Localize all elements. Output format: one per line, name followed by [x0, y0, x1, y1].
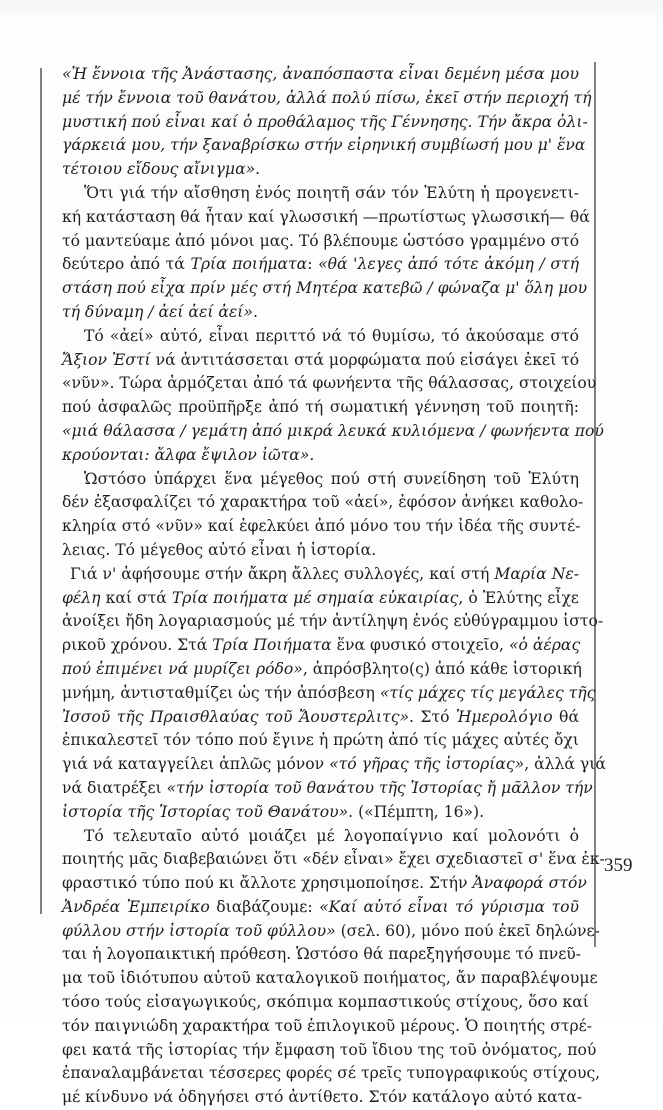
text-line — [62, 87, 592, 111]
text-line — [62, 396, 579, 420]
text-line — [62, 349, 579, 373]
text-segment: νά ἀντιτάσσεται στά μορφώματα πού εἰσάγει ἐκεῖ τό — [150, 350, 580, 369]
text-line — [62, 1015, 592, 1039]
text-line — [62, 301, 579, 325]
italic-text-segment: Ἄξιον Ἐστί — [62, 350, 151, 369]
text-line — [62, 777, 593, 801]
italic-text-segment: ἱστορία τῆς Ἱστορίας τοῦ Θανάτου» — [62, 802, 349, 821]
left-margin-rule — [40, 68, 42, 914]
text-segment: : — [307, 255, 319, 274]
text-line — [62, 706, 579, 730]
italic-text-segment: Τρία ποιήματα μέ σημαία εὐκαιρίας — [171, 588, 459, 607]
text-line — [62, 206, 590, 230]
italic-text-segment: γάρκειά μου, τήν ξαναβρίσκω στήν εἰρηνική συμβίωσή μου μ' ἕνα — [62, 136, 586, 155]
italic-text-segment: Ἡμερολόγιο — [455, 707, 553, 726]
text-line — [62, 182, 579, 206]
text-segment: φραστικό τύπο πού κι ἄλλοτε χρησιμοποίησε. Στήν — [62, 874, 473, 893]
text-segment: φει κατά τῆς ἱστορίας τήν ἔμφαση τοῦ ἴδιου της τοῦ ὀνόματος, πού — [62, 1040, 597, 1059]
text-line — [62, 587, 579, 611]
text-segment: ἀνοίξει ἤδη λογαριασμούς μέ τήν ἀντίληψη ἑνός εὐθύγραμμου ἱστο- — [62, 612, 604, 631]
text-line — [62, 801, 579, 825]
text-segment: ἐπικαλεστεῖ τόν τόπο πού ἔγινε ἡ πρώτη ἀπό τίς μάχες αὐτές ὄχι — [62, 731, 579, 750]
text-segment: , ἀπρόσβλητο(ς) ἀπό κάθε ἱστορική — [302, 659, 582, 678]
italic-text-segment: «τήν ἱστορία τοῦ θανάτου τῆς Ἱστορίας ἤ μᾶλλον τήν — [166, 778, 593, 797]
text-segment: Ὅτι γιά τήν αἴσθηση ἑνός ποιητῆ σάν τόν Ἐλύτη ἡ προγενετι- — [84, 183, 579, 202]
text-line — [62, 420, 604, 444]
italic-text-segment: Τρία ποιήματα — [190, 255, 308, 274]
italic-text-segment: Τρία Ποιήματα — [212, 636, 332, 655]
italic-text-segment: Μαρία Νε- — [494, 564, 579, 583]
text-line — [62, 515, 579, 539]
text-segment: λειας. Τό μέγεθος αὐτό εἶναι ἡ ἱστορία. — [62, 540, 377, 559]
italic-text-segment: Ἰσσοῦ τῆς Πραισθλαύας τοῦ Ἄουστερλιτς» — [62, 707, 409, 726]
page-number: 359 — [604, 855, 633, 876]
text-segment: «νῦν». Τώρα ἁρμόζεται ἀπό τά φωνήεντα τῆς θάλασσας, στοιχείου — [62, 374, 597, 393]
text-line — [62, 634, 579, 658]
text-segment: Τό τελευταῖο αὐτό μοιάζει μέ λογοπαίγνιο καί μολονότι ὁ — [84, 826, 579, 845]
text-line — [62, 872, 587, 896]
italic-text-segment: «ὁ ἀέρας — [508, 636, 581, 655]
italic-text-segment: Ἀναφορά στόν — [472, 874, 587, 893]
text-line — [62, 967, 598, 991]
text-segment: γιά νά καταγγείλει ἁπλῶς μόνον — [62, 755, 330, 774]
text-line — [62, 253, 579, 277]
text-segment: καί στά — [100, 588, 172, 607]
text-line — [62, 539, 579, 563]
italic-text-segment: πού ἐπιμένει νά μυρίζει ρόδο» — [62, 659, 303, 678]
text-segment: Γιά ν' ἀφήσουμε στήν ἄκρη ἄλλες συλλογές, καί στή — [70, 564, 495, 583]
text-line — [62, 325, 579, 349]
italic-text-segment: τέτοιου εἴδους αἴνιγμα». — [62, 160, 261, 179]
italic-text-segment: στάση πού εἶχα πρίν μές στή Μητέρα κατεβῶ / φώναζα μ' ὅλη μου — [62, 279, 588, 298]
text-line — [62, 943, 582, 967]
italic-text-segment: «μιά θάλασσα / γεμάτη ἀπό μικρά λευκά κυλιόμενα / φωνήεντα πού — [62, 421, 604, 440]
text-segment: . Στό — [409, 707, 456, 726]
text-line — [62, 230, 579, 254]
text-segment: ρικοῦ χρόνου. Στά — [62, 636, 213, 655]
italic-text-segment: «τίς μάχες τίς μεγάλες τῆς — [379, 683, 596, 702]
italic-text-segment: «τό γῆρας τῆς ἱστορίας» — [329, 755, 525, 774]
italic-text-segment: μέ τήν ἔννοια τοῦ θανάτου, ἀλλά πολύ πίσω, ἐκεῖ στήν περιοχή τή — [62, 88, 592, 107]
italic-text-segment: φέλη — [62, 588, 101, 607]
text-segment: νά διατρέξει — [62, 778, 167, 797]
text-line — [62, 111, 588, 135]
italic-text-segment: κρούονται: ἄλφα ἔψιλον ἰῶτα». — [62, 445, 315, 464]
text-segment: , ὁ Ἐλύτης εἶχε — [458, 588, 579, 607]
text-line — [62, 1086, 583, 1110]
text-line — [62, 610, 604, 634]
text-line — [62, 444, 579, 468]
italic-text-segment: «θά 'λεγες ἀπό τότε ἀκόμη / στή — [318, 255, 579, 274]
text-line — [62, 1062, 601, 1086]
italic-text-segment: Ἀνδρέα Ἐμπειρίκο — [62, 897, 210, 916]
italic-text-segment: μυστική πού εἶναι καί ὁ προθάλαμος τῆς Γέννησης. Τήν ἄκρα ὀλι- — [62, 112, 588, 131]
text-line — [62, 1039, 597, 1063]
text-line — [62, 277, 588, 301]
text-segment: θά — [552, 707, 579, 726]
text-segment: μέ κίνδυνο νά ὁδηγήσει στό ἀντίθετο. Στόν κατάλογο αὐτό κατα- — [62, 1088, 583, 1107]
text-segment: κή κατάσταση θά ἦταν καί γλωσσική —πρωτίστως γλωσσική— θά — [62, 207, 590, 226]
scan-top-shadow — [0, 0, 663, 20]
text-line — [62, 991, 589, 1015]
text-segment: Τό «ἀεί» αὐτό, εἶναι περιττό νά τό θυμίσω, τό ἀκούσαμε στό — [84, 326, 579, 345]
text-line — [62, 134, 586, 158]
text-segment: ἐπαναλαμβάνεται τέσσερες φορές σέ τρεῖς τυπογραφικούς στίχους, — [62, 1064, 601, 1083]
text-line — [62, 491, 584, 515]
text-line — [62, 682, 596, 706]
text-segment: , ἀλλά γιά — [524, 755, 606, 774]
text-segment: (σελ. 60), μόνο πού ἐκεῖ δηλώνε- — [335, 921, 600, 940]
text-line — [62, 825, 579, 849]
italic-text-segment: τή δύναμη / ἀεί ἀεί ἀεί». — [62, 302, 258, 321]
text-line — [62, 658, 582, 682]
text-segment: ἕνα φυσικό στοιχεῖο, — [331, 636, 509, 655]
text-line — [62, 848, 605, 872]
italic-text-segment: φύλλου στήν ἱστορία τοῦ φύλλου» — [62, 921, 336, 940]
text-line — [62, 563, 579, 587]
text-segment: τόν παιγνιώδη χαρακτήρα τοῦ ἐπιλογικοῦ μέρους. Ὁ ποιητής στρέ- — [62, 1016, 592, 1035]
text-line — [62, 158, 579, 182]
text-line — [62, 468, 579, 492]
text-line — [62, 920, 600, 944]
text-line — [62, 63, 579, 87]
text-segment: τόσο τούς εἰσαγωγικούς, σκόπιμα κομπαστικούς στίχους, ὅσο καί — [62, 993, 589, 1012]
text-line — [62, 896, 579, 920]
text-segment: μα τοῦ ἰδιότυπου αὐτοῦ καταλογικοῦ ποιήματος, ἄν παραβλέψουμε — [62, 969, 598, 988]
text-segment: δεύτερο ἀπό τά — [62, 255, 191, 274]
text-segment: ποιητής μᾶς διαβεβαιώνει ὅτι «δέν εἶναι» ἔχει σχεδιαστεῖ σ' ἕνα ἐκ- — [62, 850, 605, 869]
text-segment: μνήμη, ἀντισταθμίζει ὡς τήν ἀπόσβεση — [62, 683, 380, 702]
italic-text-segment: «Καί αὐτό εἶναι τό γύρισμα τοῦ — [319, 897, 580, 916]
italic-text-segment: «Ἡ ἔννοια τῆς Ἀνάστασης, ἀναπόσπαστα εἶναι δεμένη μέσα μου — [62, 65, 579, 83]
text-line — [62, 753, 606, 777]
text-segment: δέν ἐξασφαλίζει τό χαρακτήρα τοῦ «ἀεί», ἐφόσον ἀνήκει καθολο- — [62, 493, 584, 512]
text-segment: πού ἀσφαλῶς προϋπῆρξε ἀπό τή σωματική γέννηση τοῦ ποιητῆ: — [62, 398, 579, 417]
text-line — [62, 729, 579, 753]
text-segment: ται ἡ λογοπαικτική πρόθεση. Ὡστόσο θά παρεξηγήσουμε τό πνεῦ- — [62, 945, 582, 964]
text-segment: κληρία στό «νῦν» καί ἐφελκύει ἀπό μόνο του τήν ἰδέα τῆς συντέ- — [62, 517, 581, 536]
right-margin-rule — [594, 62, 596, 947]
body-text — [62, 63, 606, 1110]
text-segment: . («Πέμπτη, 16»). — [348, 802, 485, 821]
text-line — [62, 372, 597, 396]
text-segment: τό μαντεύαμε ἀπό μόνοι μας. Τό βλέπουμε ὡστόσο γραμμένο στό — [62, 231, 580, 250]
text-segment: διαβάζουμε: — [209, 897, 320, 916]
text-segment: Ὡστόσο ὑπάρχει ἕνα μέγεθος πού στή συνείδηση τοῦ Ἐλύτη — [84, 469, 579, 488]
